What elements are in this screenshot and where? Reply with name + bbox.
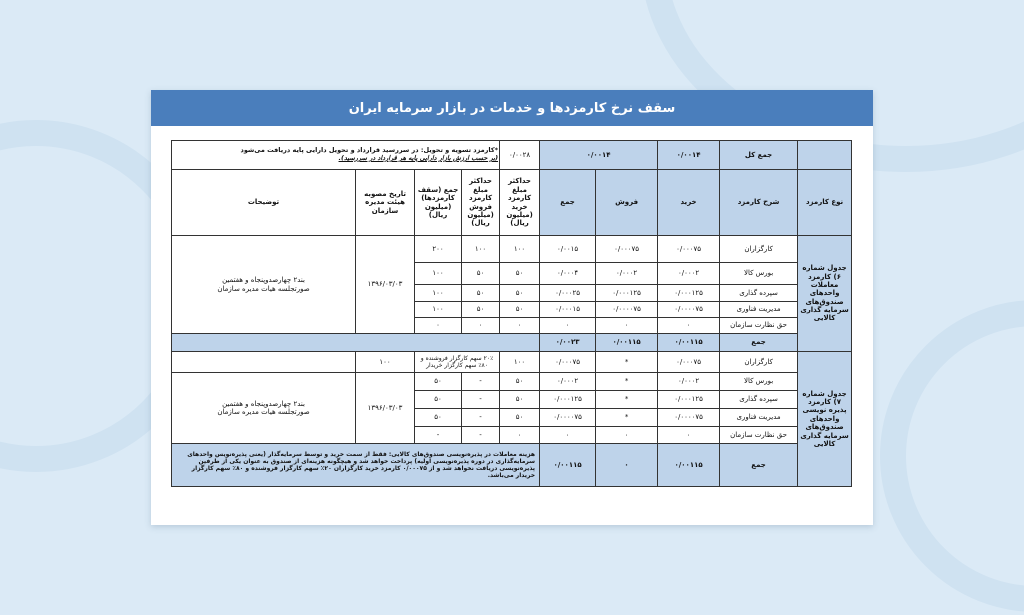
max-sell-cell: - [462,427,500,444]
total-cell: ۰/۰۰۰۰۷۵ [540,409,596,427]
total-cell: ۰ [540,427,596,444]
total-cell: ۰/۰۰۰۷۵ [540,352,596,373]
split-note: ۲۰٪ سهم کارگزار فروشنده و ۸۰٪ سهم کارگزار خریدار [415,352,500,373]
max-sell-cell: ۵۰ [462,285,500,302]
settlement-note [172,141,500,170]
fee-desc: کارگزاران [720,352,798,373]
fee-desc: کارگزاران [720,236,798,263]
sum-cell: ۱۰۰ [356,352,415,373]
total-label: جمع کل [720,141,798,170]
fee-desc: مدیریت فناوری [720,409,798,427]
sum-cell: ۵۰ [415,391,462,409]
max-sell-cell: ۵۰ [462,302,500,318]
sell-cell: * [596,373,658,391]
header-fee-desc: شرح کارمزد [720,170,798,236]
empty-cell [172,352,356,373]
max-buy-cell: ۵۰ [500,302,540,318]
document-card [151,90,873,525]
header-notes: توضیحات [172,170,356,236]
sum-sell: ۰/۰۰۱۱۵ [596,334,658,352]
header-sum-ceiling: جمع (سقف کارمزدها) (میلیون ریال) [415,170,462,236]
max-buy-cell: ۵۰ [500,285,540,302]
sell-cell: * [596,391,658,409]
total-cell: ۰ [540,318,596,334]
fee-desc: بورس کالا [720,373,798,391]
section2-note: بند۲ چهارصدوپنجاه و هفتمین صورتجلسه هیات مدیره سازمان [172,373,356,444]
sum-cell: ۱۰۰ [415,302,462,318]
sum-cell: ۰ [415,318,462,334]
fee-table [171,140,851,487]
max-buy-cell: ۵۰ [500,263,540,285]
total-cell: ۰/۰۰۰۱۲۵ [540,391,596,409]
total-sell: ۰/۰۰۱۴ [540,141,658,170]
section1-label: جدول شماره ۶) کارمزد معاملات واحدهای صندوق‌های سرمایه گذاری کالایی [798,236,852,352]
fee-desc: سپرده گذاری [720,285,798,302]
sum-sell: ۰ [596,444,658,487]
total-combined: ۰/۰۰۲۸ [500,141,540,170]
sell-cell: * [596,352,658,373]
fee-desc: مدیریت فناوری [720,302,798,318]
total-cell: ۰/۰۰۰۴ [540,263,596,285]
table-row [172,373,852,391]
total-cell: ۰/۰۰۱۵ [540,236,596,263]
buy-cell: ۰/۰۰۰۱۲۵ [658,285,720,302]
total-buy: ۰/۰۰۱۴ [658,141,720,170]
buy-cell: ۰/۰۰۰۷۵ [658,352,720,373]
header-max-buy: حداکثر مبلغ کارمزد خرید (میلیون ریال) [500,170,540,236]
table-row [172,141,852,170]
sum-total: ۰/۰۰۱۱۵ [540,444,596,487]
sum-buy: ۰/۰۰۱۱۵ [658,334,720,352]
section1-date: ۱۳۹۶/۰۳/۰۳ [356,236,415,334]
sell-cell: ۰/۰۰۰۰۷۵ [596,302,658,318]
buy-cell: ۰/۰۰۰۱۲۵ [658,391,720,409]
section1-note: بند۲ چهارصدوپنجاه و هفتمین صورتجلسه هیات مدیره سازمان [172,236,356,334]
buy-cell: ۰/۰۰۰۷۵ [658,236,720,263]
header-total: جمع [540,170,596,236]
buy-cell: ۰ [658,427,720,444]
sum-row [172,334,852,352]
table-row [172,352,852,373]
sum-row [172,444,852,487]
sell-cell: * [596,409,658,427]
section2-label: جدول شماره ۷) کارمزد پذیره نویسی واحدهای صندوق‌های سرمایه گذاری کالایی [798,352,852,487]
sum-total: ۰/۰۰۲۳ [540,334,596,352]
max-buy-cell: ۵۰ [500,391,540,409]
buy-cell: ۰/۰۰۰۰۷۵ [658,302,720,318]
max-sell-cell: ۱۰۰ [462,236,500,263]
buy-cell: ۰ [658,318,720,334]
sell-cell: ۰ [596,427,658,444]
total-cell: ۰/۰۰۰۲۵ [540,285,596,302]
max-buy-cell: ۵۰ [500,409,540,427]
sell-cell: ۰/۰۰۰۷۵ [596,236,658,263]
buy-cell: ۰/۰۰۰۰۷۵ [658,409,720,427]
sum-cell: ۲۰۰ [415,236,462,263]
max-sell-cell: ۰ [462,318,500,334]
sum-buy: ۰/۰۰۱۱۵ [658,444,720,487]
max-buy-cell: ۰ [500,427,540,444]
settlement-note-line1: *کارمزد تسویه و تحویل: در سررسید قرارداد و تحویل دارایی پایه دریافت می‌شود [240,146,499,155]
sum-label: جمع [720,334,798,352]
max-buy-cell: ۰ [500,318,540,334]
header-fee-type: نوع کارمزد [798,170,852,236]
settlement-note-line2: (بر حسب ارزش بازار دارایی پایه هر قرارداد در سررسید). [338,154,499,162]
header-sell: فروش [596,170,658,236]
max-sell-cell: - [462,409,500,427]
sell-cell: ۰ [596,318,658,334]
sum-label: جمع [720,444,798,487]
max-buy-cell: ۱۰۰ [500,236,540,263]
header-row [172,170,852,236]
buy-cell: ۰/۰۰۰۲ [658,263,720,285]
sell-cell: ۰/۰۰۰۱۲۵ [596,285,658,302]
sum-cell: ۱۰۰ [415,263,462,285]
max-buy-cell: ۱۰۰ [500,352,540,373]
max-sell-cell: - [462,391,500,409]
sum-cell: ۵۰ [415,409,462,427]
header-buy: خرید [658,170,720,236]
sum-cell: ۵۰ [415,373,462,391]
max-sell-cell: - [462,373,500,391]
page-title: سقف نرخ کارمزدها و خدمات در بازار سرمایه ایران [151,90,873,126]
section2-date: ۱۳۹۶/۰۳/۰۳ [356,373,415,444]
sum-filler [172,334,540,352]
sum-cell: ۱۰۰ [415,285,462,302]
fee-desc: حق نظارت سازمان [720,318,798,334]
total-cell: ۰/۰۰۰۲ [540,373,596,391]
buy-cell: ۰/۰۰۰۲ [658,373,720,391]
fee-desc: حق نظارت سازمان [720,427,798,444]
footnote: هزینه معاملات در پذیره‌نویسی صندوق‌های کالایی: فقط از سمت خرید و توسط سرمایه‌گذار (یعنی پذیره‌نویس واحدهای سرمایه‌گذاری در دوره پذیره‌نویسی اولیه) پرداخت خواهد شد و هیچگونه هزینه‌ای از صندوق به عنوان یکی از طرفین پذیره‌نویسی دریافت نخواهد شد و از ۰/۰۰۰۷۵ کارمزد خرید کارگزاران ۲۰٪ سهم کارگزار فروشنده و ۸۰٪ سهم کارگزار خریدار می‌باشد. [172,444,540,487]
sum-cell: - [415,427,462,444]
fee-type-top-cell [798,141,852,170]
table-row [172,236,852,263]
header-approval-date: تاریخ مصوبه هیئت مدیره سازمان [356,170,415,236]
background-circle [880,300,1024,612]
total-cell: ۰/۰۰۰۱۵ [540,302,596,318]
max-buy-cell: ۵۰ [500,373,540,391]
fee-desc: سپرده گذاری [720,391,798,409]
max-sell-cell: ۵۰ [462,263,500,285]
header-max-sell: حداکثر مبلغ کارمزد فروش (میلیون ریال) [462,170,500,236]
fee-desc: بورس کالا [720,263,798,285]
sell-cell: ۰/۰۰۰۲ [596,263,658,285]
